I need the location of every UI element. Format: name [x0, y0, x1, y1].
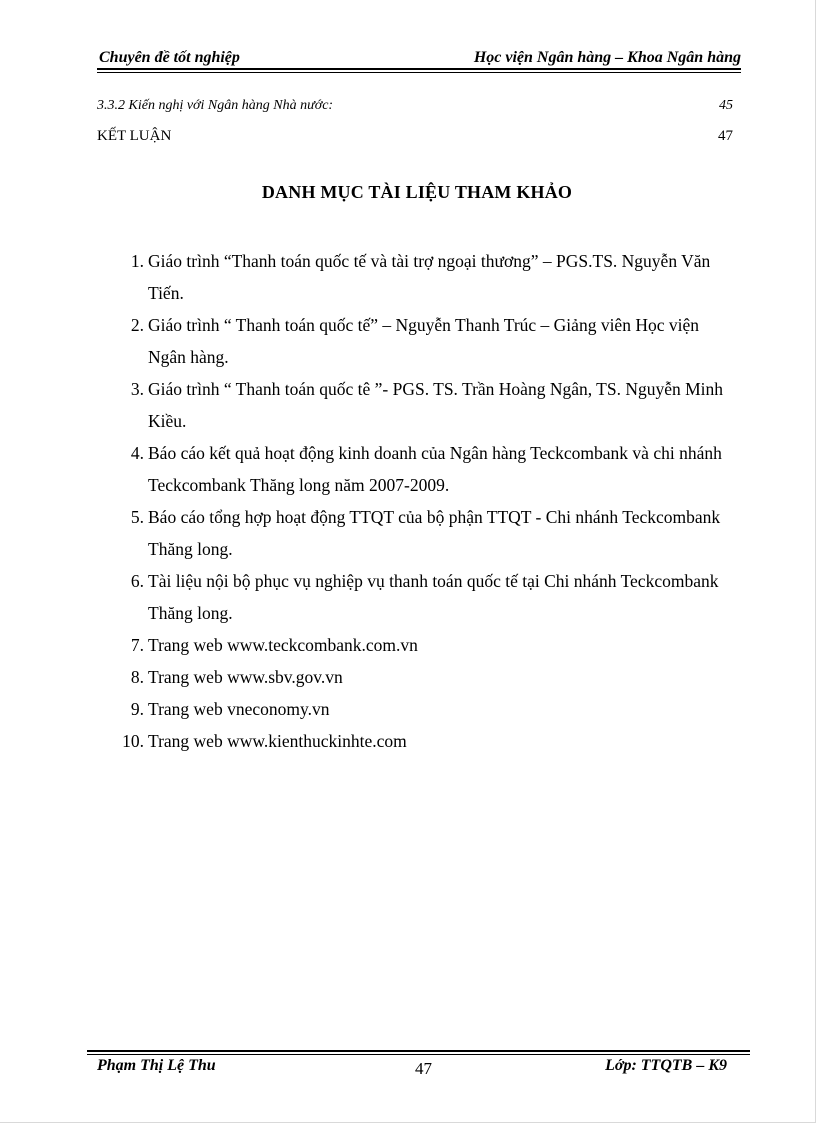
reference-item [108, 725, 738, 757]
reference-item [108, 501, 738, 565]
reference-text: Giáo trình “ Thanh toán quốc tê ”- PGS. TS. Trần Hoàng Ngân, TS. Nguyễn Minh Kiều. [148, 379, 724, 431]
header-left-text: Chuyên đề tốt nghiệp [99, 49, 240, 66]
reference-number: 8. [130, 667, 144, 687]
reference-text: Trang web www.sbv.gov.vn [148, 667, 343, 687]
reference-text: Trang web www.kienthuckinhte.com [148, 731, 407, 751]
reference-number: 5. [130, 507, 144, 527]
reference-item [108, 661, 738, 693]
footer-author: Phạm Thị Lệ Thu [97, 1057, 216, 1074]
reference-text: Trang web vneconomy.vn [148, 699, 330, 719]
section-title: DANH MỤC TÀI LIỆU THAM KHẢO [261, 182, 573, 202]
reference-number: 9. [130, 699, 144, 719]
reference-number: 3. [130, 379, 144, 399]
header-divider-thin [97, 72, 741, 73]
reference-number: 6. [130, 571, 144, 591]
reference-number: 4. [130, 443, 144, 463]
reference-text: Báo cáo kết quả hoạt động kinh doanh của Ngân hàng Teckcombank và chi nhánh Teckcombank Thăng long năm 2007-2009. [148, 443, 722, 495]
reference-list [108, 245, 738, 757]
header-divider [97, 68, 741, 70]
reference-item [108, 565, 738, 629]
reference-text: Giáo trình “ Thanh toán quốc tế” – Nguyễn Thanh Trúc – Giảng viên Học viện Ngân hàng. [148, 315, 699, 367]
toc-entry-page: 47 [718, 128, 733, 144]
reference-text: Trang web www.teckcombank.com.vn [148, 635, 418, 655]
footer-page-number: 47 [415, 1059, 432, 1078]
reference-item [108, 693, 738, 725]
reference-number: 10. [122, 731, 144, 751]
reference-item [108, 245, 738, 309]
header-right-text: Học viện Ngân hàng – Khoa Ngân hàng [473, 49, 741, 66]
reference-number: 7. [130, 635, 144, 655]
toc-entry-title: 3.3.2 Kiến nghị với Ngân hàng Nhà nước: [97, 98, 334, 113]
reference-text: Giáo trình “Thanh toán quốc tế và tài trợ ngoại thương” – PGS.TS. Nguyễn Văn Tiến. [148, 251, 711, 303]
toc-entry-title: KẾT LUẬN [97, 128, 172, 144]
page-footer [97, 1057, 727, 1079]
reference-item [108, 629, 738, 661]
reference-number: 2. [130, 315, 144, 335]
reference-item [108, 309, 738, 373]
footer-divider-thin [87, 1054, 750, 1055]
reference-text: Báo cáo tổng hợp hoạt động TTQT của bộ phận TTQT - Chi nhánh Teckcombank Thăng long. [148, 507, 721, 559]
reference-item [108, 437, 738, 501]
toc-entry-page: 45 [719, 98, 733, 113]
footer-divider [87, 1050, 750, 1052]
reference-text: Tài liệu nội bộ phục vụ nghiệp vụ thanh toán quốc tế tại Chi nhánh Teckcombank Thăng long. [148, 571, 719, 623]
reference-item [108, 373, 738, 437]
footer-class: Lớp: TTQTB – K9 [605, 1057, 727, 1074]
reference-number: 1. [130, 251, 144, 271]
